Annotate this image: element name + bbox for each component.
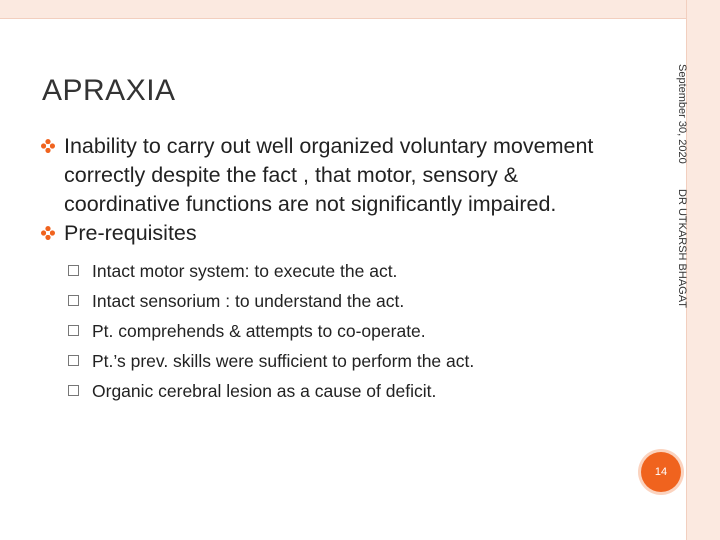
slide-title: APRAXIA <box>42 74 176 107</box>
flower-bullet-icon <box>40 138 56 154</box>
bullet-text: Inability to carry out well organized voluntary movement correctly despite the fact , that motor, sensory & coordinative functions are not significantly impaired. <box>64 134 594 216</box>
flower-bullet-icon <box>40 225 56 241</box>
checkbox-bullet-icon <box>68 355 79 366</box>
sub-bullet-item <box>64 316 600 346</box>
bullet-item-definition <box>40 132 600 219</box>
sub-bullet-text: Intact sensorium : to understand the act. <box>92 291 405 311</box>
top-border-band <box>0 0 720 18</box>
checkbox-bullet-icon <box>68 295 79 306</box>
checkbox-bullet-icon <box>68 385 79 396</box>
sub-bullet-text: Intact motor system: to execute the act. <box>92 261 398 281</box>
checkbox-bullet-icon <box>68 325 79 336</box>
sub-bullet-item <box>64 346 600 376</box>
sub-bullet-item <box>64 286 600 316</box>
checkbox-bullet-icon <box>68 265 79 276</box>
slide-author: DR UTKARSH BHAGAT <box>676 189 688 308</box>
bullet-item-prerequisites <box>40 219 600 406</box>
sub-bullet-item <box>64 376 600 406</box>
sub-bullet-item <box>64 256 600 286</box>
page-number-badge <box>641 452 681 492</box>
page-number: 14 <box>654 466 668 478</box>
sub-bullet-text: Pt.’s prev. skills were sufficient to perform the act. <box>92 351 475 371</box>
slide-date: September 30, 2020 <box>676 64 688 164</box>
top-border-line <box>0 18 720 19</box>
right-border-band <box>686 0 720 540</box>
sub-bullet-text: Organic cerebral lesion as a cause of deficit. <box>92 381 437 401</box>
bullet-text: Pre-requisites <box>64 221 197 245</box>
sub-bullet-list <box>64 256 600 406</box>
sub-bullet-text: Pt. comprehends & attempts to co-operate. <box>92 321 426 341</box>
bullet-list <box>40 132 600 406</box>
